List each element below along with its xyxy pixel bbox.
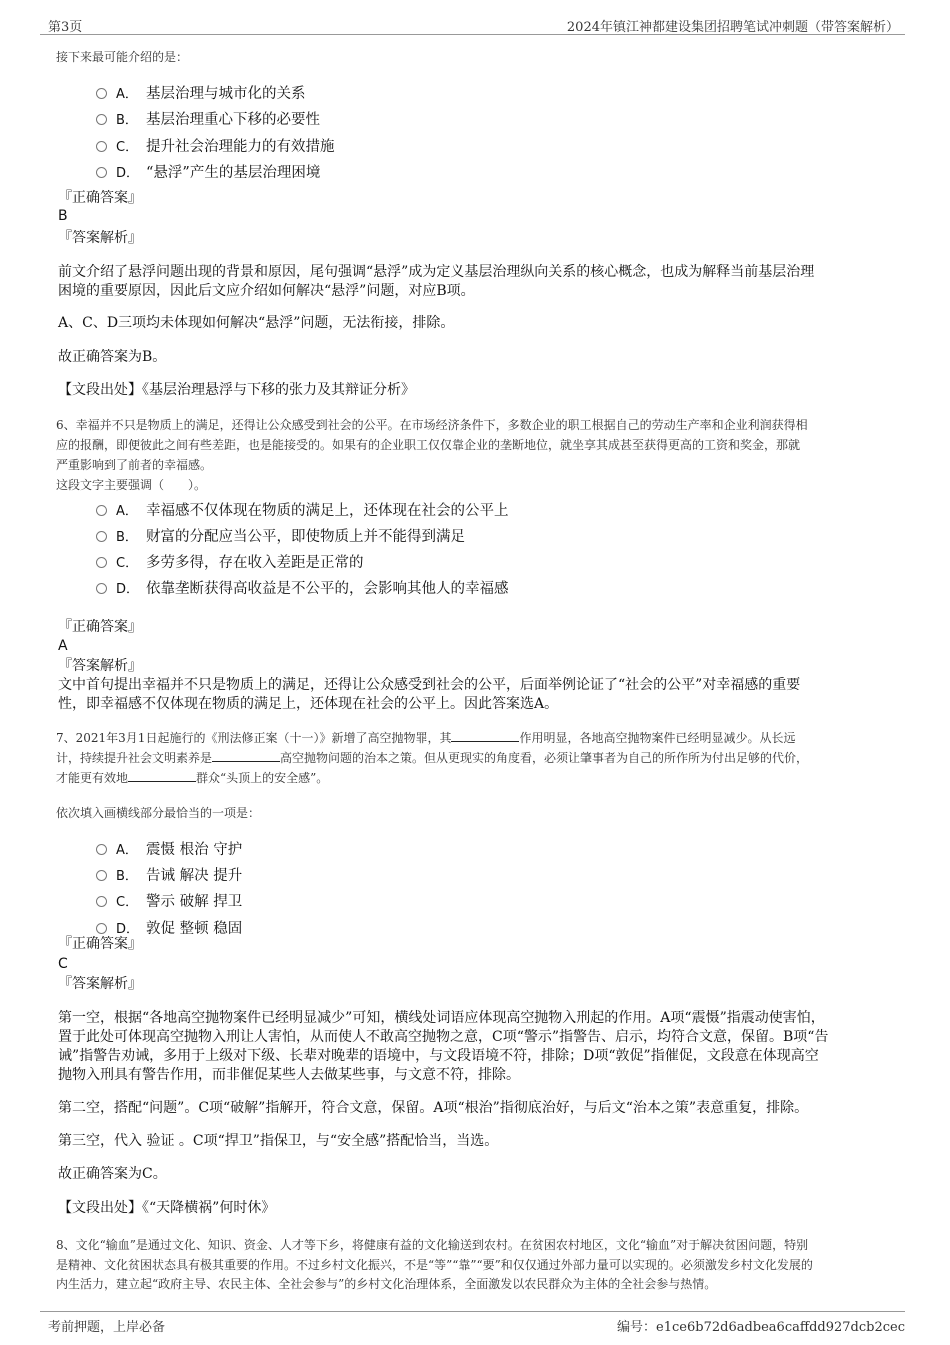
radio-icon[interactable] (96, 896, 107, 907)
q7-stem-line: 才能更有效地 群众“头顶上的安全感”。 (56, 771, 329, 785)
q6-option-c[interactable]: C． 多劳多得，存在收入差距是正常的 (96, 551, 364, 572)
radio-icon[interactable] (96, 844, 107, 855)
q5-option-c[interactable]: C． 提升社会治理能力的有效措施 (96, 135, 335, 156)
q5-analysis-label: 『答案解析』 (58, 230, 142, 246)
page-footer (40, 1311, 905, 1334)
radio-icon[interactable] (96, 505, 107, 516)
radio-icon[interactable] (96, 141, 107, 152)
radio-icon[interactable] (96, 870, 107, 881)
q6-stem-line: 这段文字主要强调（ ）。 (56, 478, 207, 492)
page-number: 第3页 (48, 20, 83, 35)
q7-option-d[interactable]: D． 敦促 整顿 稳固 (96, 917, 242, 938)
q6-analysis-line: 文中首句提出幸福并不只是物质上的满足，还得让公众感受到社会的公平，后面举例论证了“社会的公平”对幸福感的重要 (58, 677, 801, 693)
q7-analysis-line: 诫”指警告劝诫，多用于上级对下级、长辈对晚辈的语境中，与文段语境不符，排除；D项“敦促”指催促，文段意在体现高空 (58, 1048, 819, 1064)
q7-option-a[interactable]: A． 震慑 根治 守护 (96, 838, 242, 859)
footer-slogan: 考前押题，上岸必备 (48, 1320, 166, 1335)
document-title: 2024年镇江神都建设集团招聘笔试冲刺题（带答案解析） (566, 20, 899, 35)
q7-analysis-label: 『答案解析』 (58, 976, 142, 992)
q5-option-a[interactable]: A． 基层治理与城市化的关系 (96, 82, 306, 103)
q6-answer-label: 『正确答案』 (58, 619, 142, 635)
q5-source: 【文段出处】《基层治理悬浮与下移的张力及其辩证分析》 (58, 382, 415, 398)
q8-stem-line: 是精神、文化贫困状态具有极其重要的作用。不过乡村文化振兴，不是“等”“靠”“要”和仅仅通过外部力量可以实现的。必须激发乡村文化发展的 (56, 1258, 813, 1272)
q5-analysis-line: 前文介绍了悬浮问题出现的背景和原因，尾句强调“悬浮”成为定义基层治理纵向关系的核心概念，也成为解释当前基层治理 (58, 264, 815, 280)
q6-option-b[interactable]: B． 财富的分配应当公平，即使物质上并不能得到满足 (96, 525, 465, 546)
radio-icon[interactable] (96, 167, 107, 178)
fill-blank (128, 769, 196, 782)
q7-answer: C (58, 956, 68, 972)
q5-analysis-line: 故正确答案为B。 (58, 349, 167, 365)
page-header (40, 14, 905, 35)
radio-icon[interactable] (96, 531, 107, 542)
q7-prompt: 依次填入画横线部分最恰当的一项是： (56, 806, 261, 820)
q7-analysis-line: 置于此处可体现高空抛物入刑让人害怕，从而使人不敢高空抛物之意，C项“警示”指警告、启示，均符合文意，保留。B项“告 (58, 1029, 829, 1045)
q7-option-c[interactable]: C． 警示 破解 捍卫 (96, 890, 242, 911)
q6-option-a[interactable]: A． 幸福感不仅体现在物质的满足上，还体现在社会的公平上 (96, 499, 509, 520)
q6-answer: A (58, 638, 68, 654)
q7-analysis-line: 故正确答案为C。 (58, 1166, 167, 1182)
q6-stem-line: 6、幸福并不只是物质上的满足，还得让公众感受到社会的公平。在市场经济条件下，多数企业的职工根据自己的劳动生产率和企业利润获得相 (56, 418, 808, 432)
fill-blank (451, 729, 519, 742)
q6-analysis-label: 『答案解析』 (58, 658, 142, 674)
radio-icon[interactable] (96, 88, 107, 99)
q7-stem-line: 7、2021年3月1日起施行的《刑法修正案（十一）》新增了高空抛物罪，其 作用明显，各地高空抛物案件已经明显减少。从长远 (56, 731, 796, 745)
q7-option-b[interactable]: B． 告诫 解决 提升 (96, 864, 242, 885)
q7-analysis-line: 第二空，搭配“问题”。C项“破解”指解开，符合文意，保留。A项“根治”指彻底治好，与后文“治本之策”表意重复，排除。 (58, 1100, 809, 1116)
radio-icon[interactable] (96, 583, 107, 594)
q6-option-d[interactable]: D． 依靠垄断获得高收益是不公平的，会影响其他人的幸福感 (96, 577, 509, 598)
q7-analysis-line: 第一空，根据“各地高空抛物案件已经明显减少”可知，横线处词语应体现高空抛物入刑起的作用。A项“震慑”指震动使害怕， (58, 1010, 825, 1026)
q7-stem-line: 计，持续提升社会文明素养是 高空抛物问题的治本之策。但从更现实的角度看，必须让肇事者为自己的所作所为付出足够的代价， (56, 751, 809, 765)
q5-analysis-line: 困境的重要原因，因此后文应介绍如何解决“悬浮”问题，对应B项。 (58, 283, 475, 299)
document-code: 编号：e1ce6b72d6adbea6caffdd927dcb2cec (617, 1320, 905, 1335)
q8-stem-line: 8、文化“输血”是通过文化、知识、资金、人才等下乡，将健康有益的文化输送到农村。在贫困农村地区，文化“输血”对于解决贫困问题，特别 (56, 1238, 809, 1252)
fill-blank (212, 749, 280, 762)
q8-stem-line: 内生活力，建立起“政府主导、农民主体、全社会参与”的乡村文化治理体系，全面激发以农民群众为主体的全社会参与热情。 (56, 1277, 717, 1291)
q7-source: 【文段出处】《“天降横祸”何时休》 (58, 1200, 276, 1216)
q5-analysis-line: A、C、D三项均未体现如何解决“悬浮”问题，无法衔接，排除。 (58, 315, 455, 331)
q5-option-b[interactable]: B． 基层治理重心下移的必要性 (96, 108, 320, 129)
q7-analysis-line: 抛物入刑具有警告作用，而非催促某些人去做某些事，与文意不符，排除。 (58, 1067, 520, 1083)
q5-option-d[interactable]: D． “悬浮”产生的基层治理困境 (96, 161, 320, 182)
radio-icon[interactable] (96, 557, 107, 568)
radio-icon[interactable] (96, 923, 107, 934)
radio-icon[interactable] (96, 114, 107, 125)
q7-answer-label: 『正确答案』 (58, 936, 142, 952)
q6-analysis-line: 性，即幸福感不仅体现在物质的满足上，还体现在社会的公平上。因此答案选A。 (58, 696, 559, 712)
q6-stem-line: 应的报酬，即便彼此之间有些差距，也是能接受的。如果有的企业职工仅仅靠企业的垄断地位，就坐享其成甚至获得更高的工资和奖金，那就 (56, 438, 801, 452)
q5-answer-label: 『正确答案』 (58, 190, 142, 206)
q5-answer: B (58, 208, 68, 224)
q5-prompt: 接下来最可能介绍的是： (56, 50, 189, 64)
q7-analysis-line: 第三空，代入 验证 。C项“捍卫”指保卫，与“安全感”搭配恰当，当选。 (58, 1133, 499, 1149)
q6-stem-line: 严重影响到了前者的幸福感。 (56, 458, 213, 472)
